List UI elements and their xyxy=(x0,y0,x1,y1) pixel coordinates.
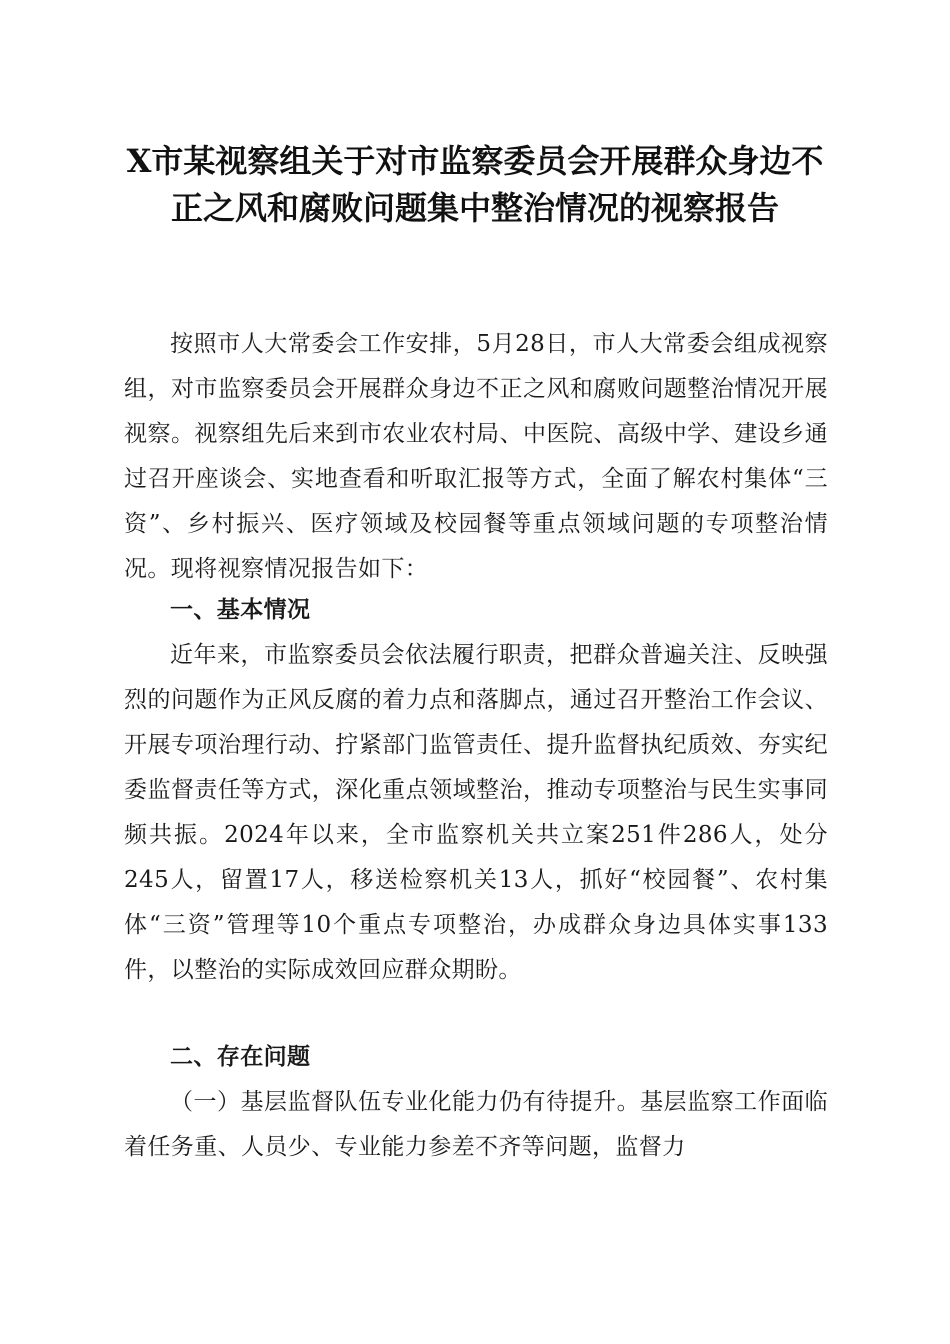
section1-heading-block xyxy=(124,588,828,633)
section1-paragraph-block xyxy=(124,633,828,993)
section1-heading: 一、基本情况 xyxy=(170,597,311,623)
section2-heading: 二、存在问题 xyxy=(170,1044,311,1070)
section2-heading-block xyxy=(124,1035,828,1080)
section2-paragraph: （一）基层监督队伍专业化能力仍有待提升。基层监察工作面临着任务重、人员少、专业能力参差不齐等问题，监督力 xyxy=(124,1089,828,1160)
section2-paragraph-block xyxy=(124,1080,828,1170)
section1-paragraph: 近年来，市监察委员会依法履行职责，把群众普遍关注、反映强烈的问题作为正风反腐的着力点和落脚点，通过召开整治工作会议、开展专项治理行动、拧紧部门监管责任、提升监督执纪质效、夯实纪委监督责任等方式，深化重点领域整治，推动专项整治与民生实事同频共振。2024年以来，全市监察机关共立案251件286人，处分245人，留置17人，移送检察机关13人，抓好“校园餐”、农村集体“三资”管理等10个重点专项整治，办成群众身边具体实事133件，以整治的实际成效回应群众期盼。 xyxy=(124,642,828,983)
intro-paragraph: 按照市人大常委会工作安排，5月28日，市人大常委会组成视察组，对市监察委员会开展群众身边不正之风和腐败问题整治情况开展视察。视察组先后来到市农业农村局、中医院、高级中学、建设乡通过召开座谈会、实地查看和听取汇报等方式，全面了解农村集体“三资”、乡村振兴、医疗领域及校园餐等重点领域问题的专项整治情况。现将视察情况报告如下： xyxy=(124,331,828,582)
intro-paragraph-block xyxy=(124,322,828,592)
document-title: X市某视察组关于对市监察委员会开展群众身边不正之风和腐败问题集中整治情况的视察报告 xyxy=(126,142,824,227)
